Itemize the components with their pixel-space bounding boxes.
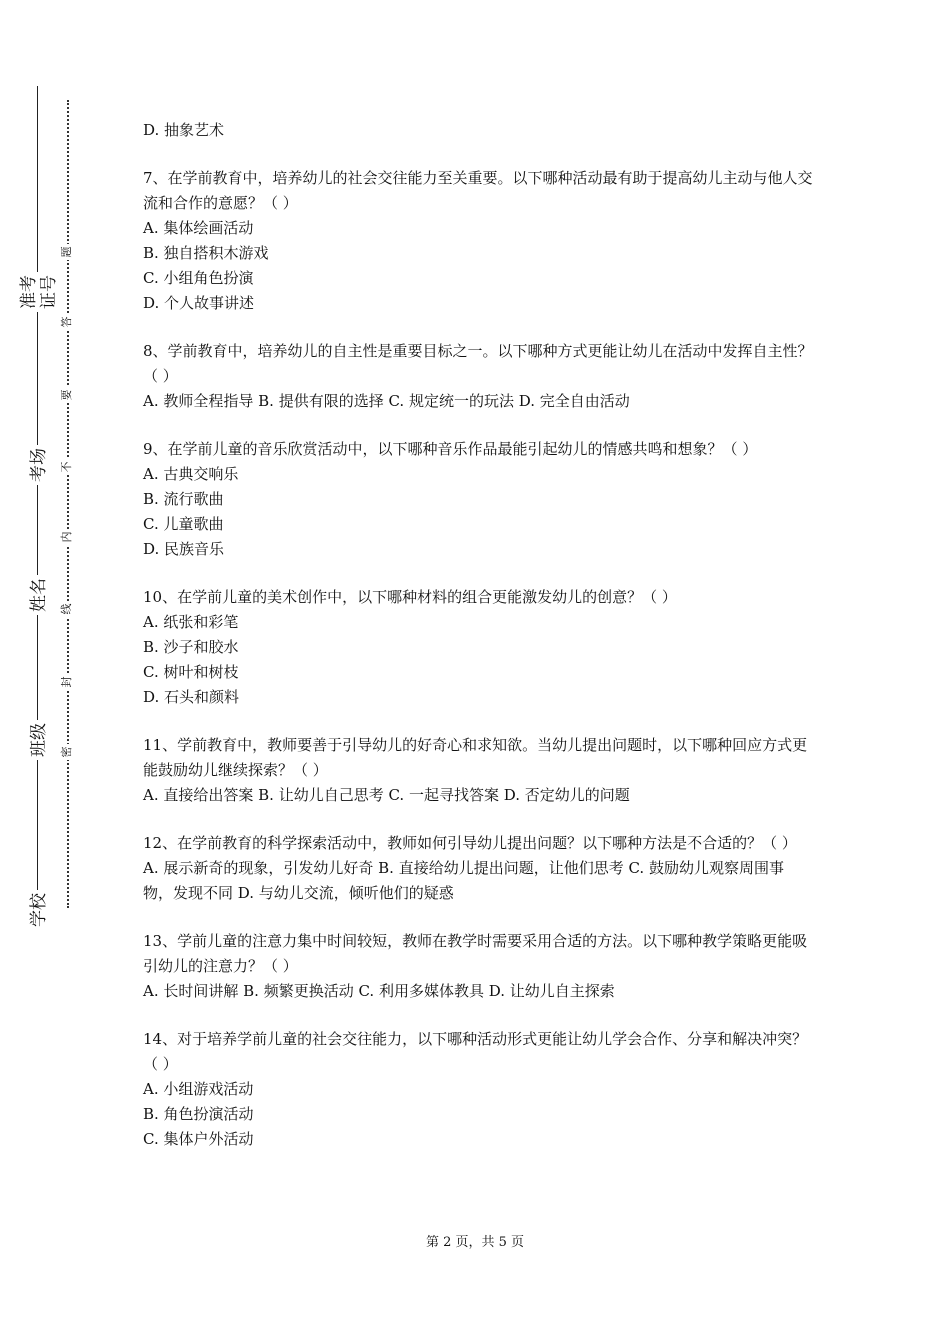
binding-margin <box>0 0 110 1344</box>
question-14 <box>143 1027 813 1152</box>
option-b: B. 沙子和胶水 <box>143 638 239 656</box>
option-b: B. 独自搭积木游戏 <box>143 244 269 262</box>
option-a: A. 集体绘画活动 <box>143 219 254 237</box>
question-6-tail <box>143 118 813 143</box>
option-a: A. 纸张和彩笔 <box>143 613 239 631</box>
page-footer: 第 2 页，共 5 页 <box>425 1235 525 1250</box>
option-c: C. 集体户外活动 <box>143 1130 254 1148</box>
question-stem: 11、学前教育中，教师要善于引导幼儿的好奇心和求知欲。当幼儿提出问题时，以下哪种回应方式更能鼓励幼儿继续探索？（ ） <box>143 736 808 779</box>
seal-char: 线 <box>60 601 74 617</box>
field-school: 学校 <box>29 890 49 930</box>
question-stem: 9、在学前儿童的音乐欣赏活动中，以下哪种音乐作品最能引起幼儿的情感共鸣和想象？（ ） <box>143 440 758 458</box>
option-b: B. 流行歌曲 <box>143 490 224 508</box>
seal-dotted-line <box>67 100 69 908</box>
seal-char: 封 <box>60 674 74 690</box>
question-9 <box>143 437 813 562</box>
field-exam-room: 考场 <box>29 445 49 485</box>
seal-char: 内 <box>60 529 74 545</box>
question-stem: 8、学前教育中，培养幼儿的自主性是重要目标之一。以下哪种方式更能让幼儿在活动中发挥自主性？（ ） <box>143 342 813 385</box>
seal-char: 题 <box>60 244 74 260</box>
question-stem: 14、对于培养学前儿童的社会交往能力，以下哪种活动形式更能让幼儿学会合作、分享和解决冲突？（ ） <box>143 1030 808 1073</box>
inline-options: A. 教师全程指导 B. 提供有限的选择 C. 规定统一的玩法 D. 完全自由活动 <box>143 392 630 410</box>
option-c: C. 树叶和树枝 <box>143 663 239 681</box>
option-d: D. 石头和颜料 <box>143 688 240 706</box>
inline-options: A. 长时间讲解 B. 频繁更换活动 C. 利用多媒体教具 D. 让幼儿自主探索 <box>143 982 615 1000</box>
seal-char: 密 <box>60 744 74 760</box>
field-class: 班级 <box>29 720 49 760</box>
question-8 <box>143 339 813 414</box>
seal-char: 答 <box>60 314 74 330</box>
question-list <box>143 118 813 1175</box>
field-exam-id: 准考证号 <box>19 272 59 312</box>
question-11 <box>143 733 813 808</box>
option-d: D. 民族音乐 <box>143 540 225 558</box>
option-c: C. 儿童歌曲 <box>143 515 224 533</box>
option-b: B. 角色扮演活动 <box>143 1105 254 1123</box>
question-stem: 12、在学前教育的科学探索活动中，教师如何引导幼儿提出问题？以下哪种方法是不合适的？（ ） <box>143 834 797 852</box>
option-a: A. 古典交响乐 <box>143 465 239 483</box>
question-stem: 10、在学前儿童的美术创作中，以下哪种材料的组合更能激发幼儿的创意？（ ） <box>143 588 677 606</box>
question-10 <box>143 585 813 710</box>
field-name: 姓名 <box>29 575 49 615</box>
seal-char: 要 <box>60 387 74 403</box>
option-d: D. 抽象艺术 <box>143 121 225 139</box>
question-stem: 7、在学前教育中，培养幼儿的社会交往能力至关重要。以下哪种活动最有助于提高幼儿主动与他人交流和合作的意愿？（ ） <box>143 169 813 212</box>
binding-solid-line <box>37 86 38 926</box>
inline-options: A. 展示新奇的现象，引发幼儿好奇 B. 直接给幼儿提出问题，让他们思考 C. 鼓励幼儿观察周围事物，发现不同 D. 与幼儿交流，倾听他们的疑惑 <box>143 859 784 902</box>
inline-options: A. 直接给出答案 B. 让幼儿自己思考 C. 一起寻找答案 D. 否定幼儿的问题 <box>143 786 630 804</box>
seal-char: 不 <box>60 459 74 475</box>
question-stem: 13、学前儿童的注意力集中时间较短，教师在教学时需要采用合适的方法。以下哪种教学策略更能吸引幼儿的注意力？（ ） <box>143 932 808 975</box>
option-d: D. 个人故事讲述 <box>143 294 255 312</box>
question-13 <box>143 929 813 1004</box>
question-7 <box>143 166 813 316</box>
option-c: C. 小组角色扮演 <box>143 269 254 287</box>
option-a: A. 小组游戏活动 <box>143 1080 254 1098</box>
question-12 <box>143 831 813 906</box>
